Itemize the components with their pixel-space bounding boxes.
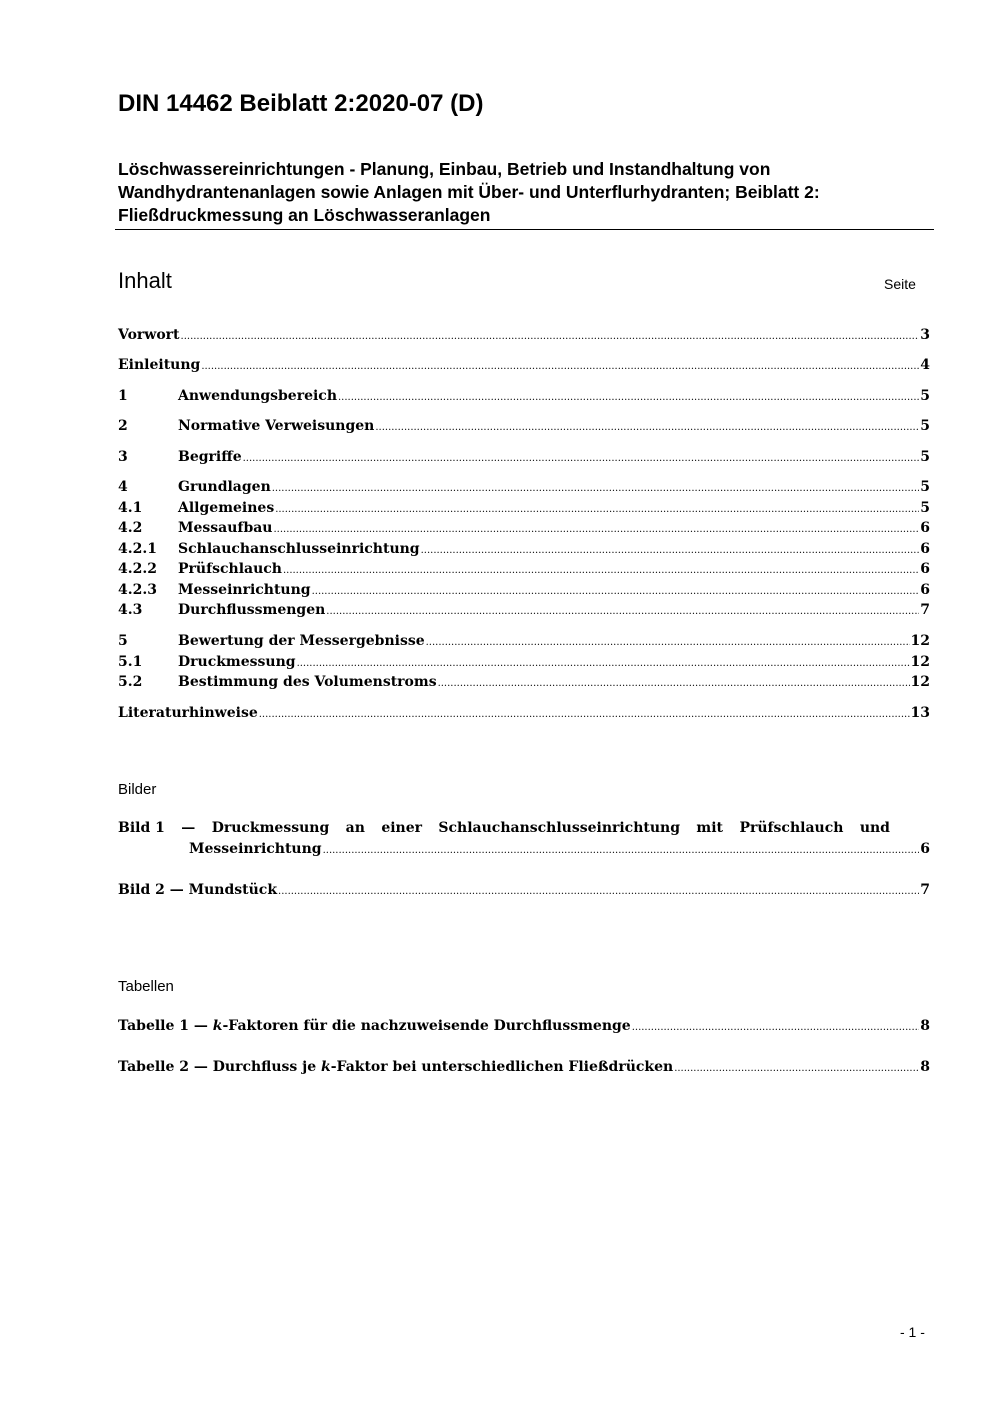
toc-entry-einleitung[interactable] [118, 355, 930, 375]
figure-1-entry[interactable] [118, 818, 890, 838]
table-1-prefix: Tabelle 1 — [118, 1018, 213, 1034]
toc-entry-number: 4.2.3 [118, 582, 157, 598]
dot-leader [243, 449, 920, 469]
toc-entry-text: Durchflussmengen [178, 602, 326, 618]
figure-1-word: mit [696, 820, 724, 836]
toc-entry-text: Bestimmung des Volumenstroms [178, 674, 437, 690]
figure-1-continuation[interactable] [189, 839, 930, 859]
table-2-entry[interactable] [118, 1057, 930, 1077]
dot-leader [201, 357, 919, 377]
dot-leader [297, 654, 910, 674]
dot-leader [275, 500, 919, 520]
subtitle-line-3: Fließdruckmessung an Löschwasseranlagen [118, 205, 491, 225]
toc-entry-page: 4 [920, 357, 930, 373]
table-2-suffix: -Faktor bei unterschiedlichen Fließdrücken [330, 1059, 674, 1075]
toc-entry-text: Begriffe [178, 449, 242, 465]
dot-leader [632, 1018, 920, 1038]
toc-entry-4-2-2[interactable] [118, 559, 930, 579]
dot-leader [272, 479, 920, 499]
toc-entry-page: 5 [920, 500, 930, 516]
k-symbol: k [212, 1018, 223, 1034]
toc-entry-1[interactable] [118, 386, 930, 406]
toc-entry-5-2[interactable] [118, 672, 930, 692]
dot-leader [438, 674, 910, 694]
toc-entry-page: 5 [920, 449, 930, 465]
toc-entry-text: Schlauchanschlusseinrichtung [178, 541, 420, 557]
toc-entry-number: 4.3 [118, 602, 143, 618]
toc-entry-text: Druckmessung [178, 654, 296, 670]
dot-leader [323, 841, 920, 861]
toc-entry-page: 8 [920, 1059, 930, 1075]
figure-1-word: Druckmessung [211, 820, 330, 836]
toc-entry-number: 2 [118, 418, 128, 434]
toc-entry-number: 4 [118, 479, 128, 495]
toc-entry-page: 3 [920, 327, 930, 343]
k-symbol: k [321, 1059, 331, 1075]
toc-entry-text: Prüfschlauch [178, 561, 282, 577]
toc-entry-page: 13 [910, 705, 930, 721]
subtitle-line-1: Löschwassereinrichtungen - Planung, Einbau, Betrieb und Instandhaltung von [118, 159, 771, 179]
toc-entry-page: 6 [920, 841, 930, 857]
toc-entry-page: 6 [920, 520, 930, 536]
toc-entry-4-1[interactable] [118, 498, 930, 518]
dot-leader [375, 418, 919, 438]
toc-entry-4-3[interactable] [118, 600, 930, 620]
toc-entry-number: 5 [118, 633, 128, 649]
dot-leader [326, 602, 919, 622]
subtitle-line-2: Wandhydrantenanlagen sowie Anlagen mit Über- und Unterflurhydranten; Beiblatt 2: [118, 182, 820, 202]
table-1-entry[interactable] [118, 1016, 930, 1036]
toc-entry-page: 5 [920, 388, 930, 404]
toc-page-column-label: Seite [884, 276, 916, 292]
toc-entry-text [118, 1057, 673, 1077]
toc-entry-number: 5.2 [118, 674, 143, 690]
page-number: - 1 - [900, 1324, 925, 1340]
toc-entry-text [118, 1016, 631, 1036]
figure-1-word: und [859, 820, 890, 836]
toc-entry-page: 12 [910, 654, 930, 670]
toc-entry-2[interactable] [118, 416, 930, 436]
figure-1-word: Bild 1 [118, 820, 165, 836]
toc-entry-text: Anwendungsbereich [178, 388, 337, 404]
toc-entry-text: Literaturhinweise [118, 705, 258, 721]
toc-entry-text: Allgemeines [178, 500, 275, 516]
toc-entry-vorwort[interactable] [118, 325, 930, 345]
toc-entry-number: 1 [118, 388, 128, 404]
toc-entry-page: 8 [920, 1018, 930, 1034]
table-2-prefix: Tabelle 2 — Durchfluss je [118, 1059, 321, 1075]
toc-entry-number: 4.2.1 [118, 541, 157, 557]
figures-heading: Bilder [118, 781, 157, 798]
dot-leader [283, 561, 919, 581]
toc-entry-4-2-1[interactable] [118, 539, 930, 559]
dot-leader [312, 582, 920, 602]
toc-entry-4[interactable] [118, 477, 930, 497]
toc-heading: Inhalt [118, 268, 172, 293]
toc-entry-literaturhinweise[interactable] [118, 703, 930, 723]
toc-entry-4-2-3[interactable] [118, 580, 930, 600]
figure-2-entry[interactable] [118, 880, 930, 900]
toc-entry-4-2[interactable] [118, 518, 930, 538]
dot-leader [426, 633, 910, 653]
dot-leader [181, 327, 920, 347]
toc-entry-number: 3 [118, 449, 128, 465]
toc-entry-text: Einleitung [118, 357, 201, 373]
title-divider [115, 229, 934, 230]
toc-entry-number: 5.1 [118, 654, 143, 670]
toc-entry-text: Messaufbau [178, 520, 273, 536]
figure-1-word: an [345, 820, 365, 836]
figure-1-word: Prüfschlauch [739, 820, 844, 836]
toc-entry-page: 6 [920, 561, 930, 577]
dot-leader [259, 705, 910, 725]
toc-entry-text: Grundlagen [178, 479, 271, 495]
document-subtitle [118, 158, 933, 227]
toc-entry-page: 7 [920, 882, 930, 898]
figure-1-word: einer [381, 820, 422, 836]
toc-entry-number: 4.2 [118, 520, 143, 536]
toc-entry-number: 4.2.2 [118, 561, 157, 577]
toc-entry-page: 6 [920, 541, 930, 557]
document-title: DIN 14462 Beiblatt 2:2020-07 (D) [118, 90, 484, 117]
dot-leader [278, 882, 919, 902]
toc-entry-page: 5 [920, 418, 930, 434]
toc-entry-5-1[interactable] [118, 652, 930, 672]
dot-leader [421, 541, 920, 561]
dot-leader [674, 1059, 919, 1079]
toc-entry-text: Messeinrichtung [178, 582, 311, 598]
toc-entry-3[interactable] [118, 447, 930, 467]
toc-entry-page: 5 [920, 479, 930, 495]
toc-entry-number: 4.1 [118, 500, 143, 516]
toc-entry-text: Messeinrichtung [189, 841, 322, 857]
toc-entry-page: 12 [910, 674, 930, 690]
toc-entry-text: Bewertung der Messergebnisse [178, 633, 425, 649]
table-1-suffix: -Faktoren für die nachzuweisende Durchflussmenge [222, 1018, 631, 1034]
toc-entry-5[interactable] [118, 631, 930, 651]
figure-1-word: Schlauchanschlusseinrichtung [438, 820, 681, 836]
figure-1-word: — [181, 820, 196, 836]
dot-leader [338, 388, 919, 408]
toc-entry-page: 7 [920, 602, 930, 618]
toc-entry-text: Normative Verweisungen [178, 418, 375, 434]
tables-heading: Tabellen [118, 978, 174, 995]
dot-leader [273, 520, 919, 540]
toc-entry-page: 12 [910, 633, 930, 649]
toc-entry-text: Bild 2 — Mundstück [118, 882, 278, 898]
toc-entry-text: Vorwort [118, 327, 180, 343]
toc-entry-page: 6 [920, 582, 930, 598]
